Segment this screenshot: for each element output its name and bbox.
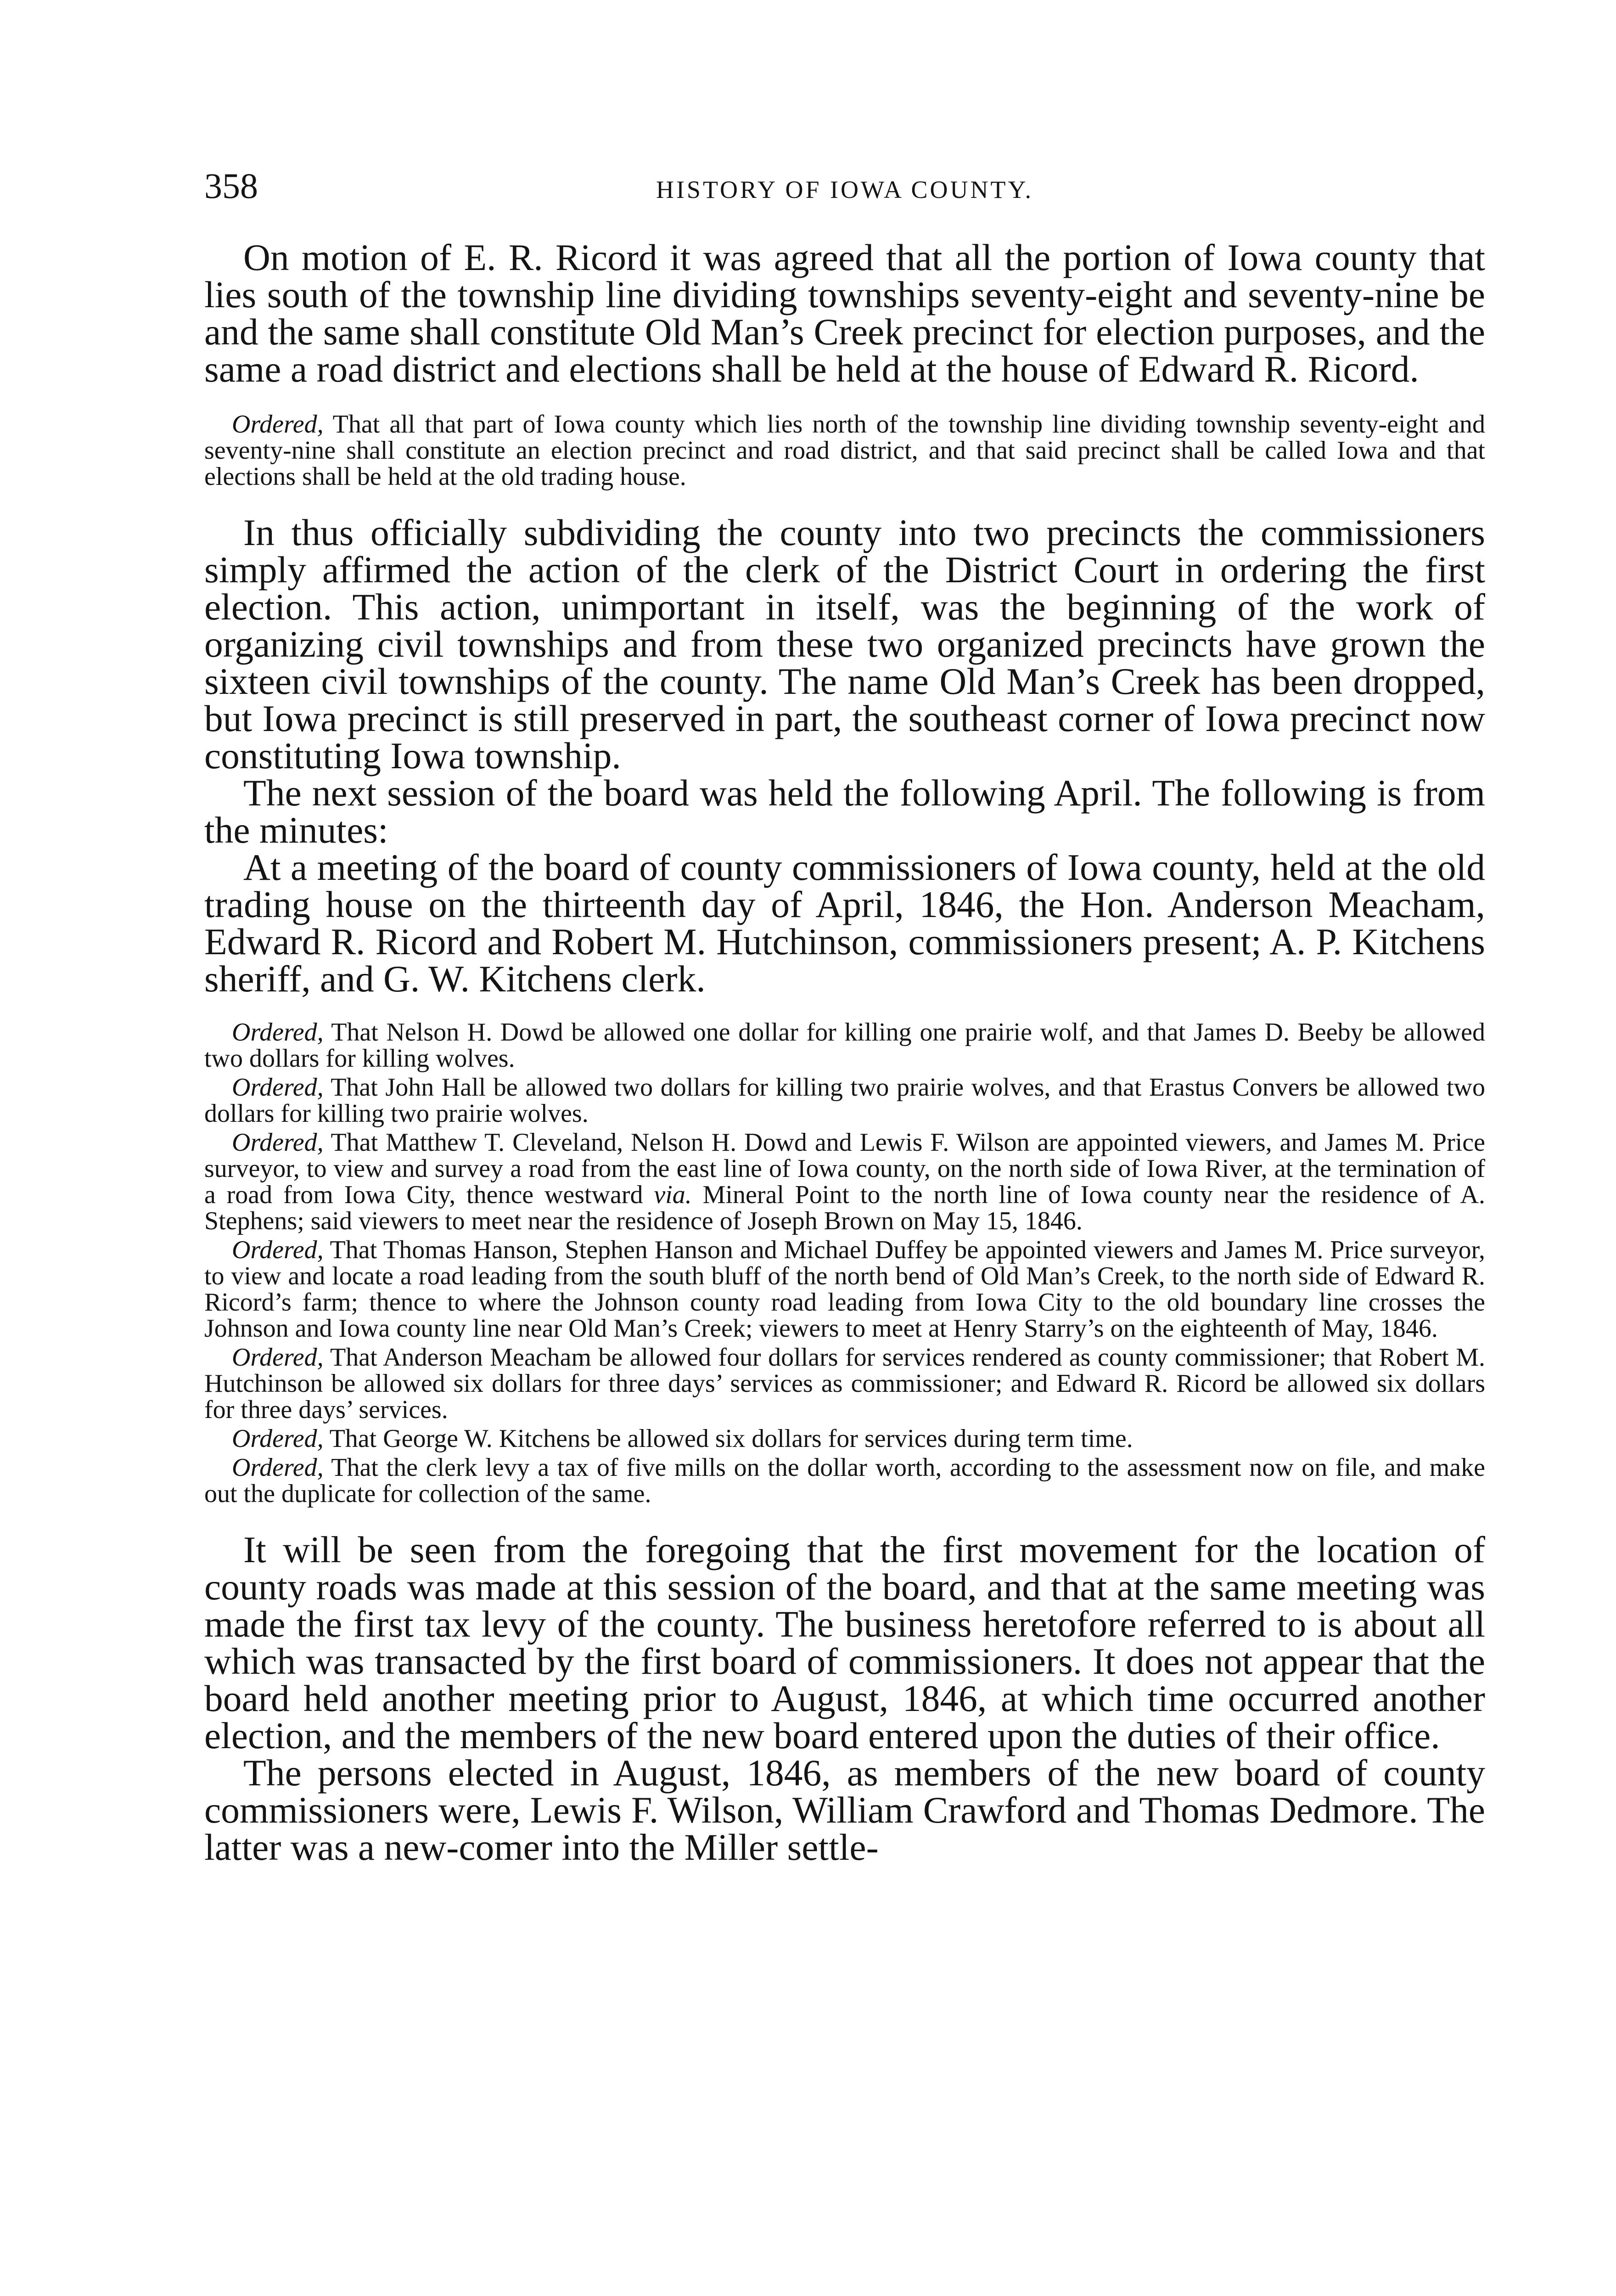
running-title: HISTORY OF IOWA COUNTY. — [656, 176, 1034, 203]
order-paragraph — [204, 1130, 1485, 1234]
ordered-label: Ordered, — [232, 1018, 324, 1047]
order-paragraph — [204, 1075, 1485, 1127]
ordered-label: Ordered, — [232, 1343, 324, 1372]
order-paragraph-precinct — [204, 411, 1485, 490]
ordered-label: Ordered, — [232, 1236, 324, 1264]
paragraph-meeting: At a meeting of the board of county commissioners of Iowa county, held at the old trading house on the thirteenth day of April, 1846, the Hon. Anderson Meacham, Edward R. Ricord and Robert M. Hutchinson, commissioners present; A. P. Kitchens sheriff, and G. W. Kitchens clerk. — [204, 846, 1485, 1000]
order-text: That Thomas Hanson, Stephen Hanson and Michael Duffey be appointed viewers and James M. Price surveyor, to view and locate a road leading from the south bluff of the north bend of Old Man’s Creek, to the north side of Edward R. Ricord’s farm; thence to where the Johnson county road leading from Iowa City to the old boundary line crosses the Johnson and Iowa county line near Old Man’s Creek; viewers to meet at Henry Starry’s on the eighteenth of May, 1846. — [204, 1236, 1485, 1343]
ordered-label: Ordered, — [232, 1424, 324, 1453]
order-text: That Anderson Meacham be allowed four dollars for services rendered as county commissioner; that Robert M. Hutchinson be allowed six dollars for three days’ services as commissioner; and Edward R. Ricord be allowed six dollars for three days’ services. — [204, 1343, 1485, 1424]
paragraph-next-session: The next session of the board was held the following April. The following is from the minutes: — [204, 772, 1485, 851]
paragraph-foregoing: It will be seen from the foregoing that the first movement for the location of county roads was made at this session of the board, and that at the same meeting was made the first tax levy of the county. The business heretofore referred to is about all which was transacted by the first board of commissioners. It does not appear that the board held another meeting prior to August, 1846, at which time occurred another election, and the members of the new board entered upon the duties of their office. — [204, 1529, 1485, 1756]
order-text: That all that part of Iowa county which lies north of the township line dividing township seventy-eight and seventy-nine shall constitute an election precinct and road district, and that said precinct shall be called Iowa and that elections shall be held at the old trading house. — [204, 410, 1485, 491]
order-text: That Nelson H. Dowd be allowed one dollar for killing one prairie wolf, and that James D. Beeby be allowed two dollars for killing wolves. — [204, 1018, 1485, 1073]
order-paragraph — [204, 1019, 1485, 1072]
order-text: Mineral Point to the north line of Iowa county near the residence of A. Stephens; said viewers to meet near the residence of Joseph Brown on May 15, 1846. — [204, 1181, 1486, 1235]
order-text-italic: via. — [654, 1181, 692, 1209]
ordered-label: Ordered, — [232, 1453, 324, 1482]
page-content — [204, 236, 1486, 1868]
page-number: 358 — [204, 166, 258, 206]
ordered-label: Ordered, — [232, 1073, 324, 1102]
ordered-label: Ordered, — [232, 1128, 324, 1157]
order-paragraph — [204, 1237, 1485, 1342]
page-header — [204, 163, 1485, 209]
order-paragraph — [204, 1455, 1485, 1507]
ordered-label: Ordered, — [232, 410, 324, 439]
order-text: That George W. Kitchens be allowed six dollars for services during term time. — [329, 1424, 1133, 1453]
order-text: That Matthew T. Cleveland, Nelson H. Dowd and Lewis F. Wilson are appointed viewers, and James M. Price surveyor, to view and survey a road from the east line of Iowa county, on the north side of Iowa River, at the termination of a road from Iowa City, thence westward — [204, 1128, 1485, 1209]
order-paragraph — [204, 1345, 1485, 1423]
paragraph-motion: On motion of E. R. Ricord it was agreed that all the portion of Iowa county that lies south of the township line dividing townships seventy-eight and seventy-nine be and the same shall constitute Old Man’s Creek precinct for election purposes, and the same a road district and elections shall be held at the house of Edward R. Ricord. — [204, 236, 1485, 390]
paragraph-subdividing: In thus officially subdividing the county into two precincts the commissioners simply affirmed the action of the clerk of the District Court in ordering the first election. This action, unimportant in itself, was the beginning of the work of organizing civil townships and from these two organized precincts have grown the sixteen civil townships of the county. The name Old Man’s Creek has been dropped, but Iowa precinct is still preserved in part, the southeast corner of Iowa precinct now constituting Iowa township. — [204, 512, 1485, 777]
order-text: That John Hall be allowed two dollars for killing two prairie wolves, and that Erastus Convers be allowed two dollars for killing two prairie wolves. — [204, 1073, 1485, 1128]
order-text: That the clerk levy a tax of five mills on the dollar worth, according to the assessment now on file, and make out the duplicate for collection of the same. — [204, 1453, 1485, 1508]
paragraph-new-board: The persons elected in August, 1846, as members of the new board of county commissioners were, Lewis F. Wilson, William Crawford and Thomas Dedmore. The latter was a new-comer into the Miller settle- — [204, 1752, 1485, 1868]
order-paragraph — [204, 1426, 1485, 1452]
